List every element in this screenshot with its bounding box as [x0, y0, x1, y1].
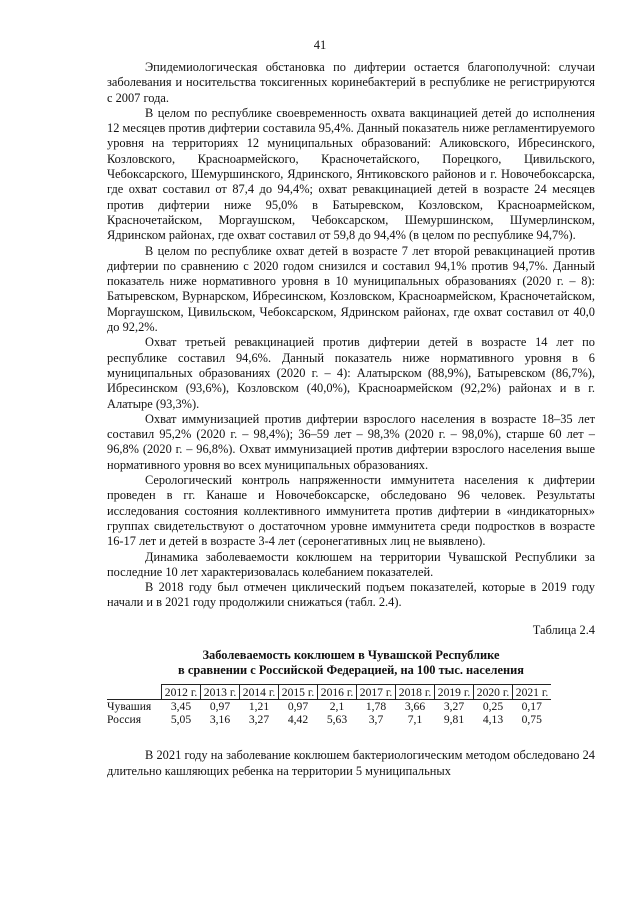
table-cell: 9,81 [443, 713, 465, 727]
table-cell: 0,97 [287, 700, 309, 714]
table-cell: 0,75 [521, 713, 542, 727]
table-cell: 5,05 [170, 713, 192, 727]
year-header: 2018 г. [396, 685, 435, 700]
table-cell: 3,27 [248, 713, 270, 727]
table-cell: 3,66 [404, 700, 426, 714]
year-header: 2019 г. [435, 685, 474, 700]
year-header: 2012 г. [162, 685, 201, 700]
year-header: 2017 г. [357, 685, 396, 700]
paragraph-third-revaccination: Охват третьей ревакцинацией против дифтерии детей в возрасте 14 лет по республике составил 94,6%. Данный показатель ниже нормативного уровня в 6 муниципальных образованиях (2020 г. – 4): Алатырском (88,9%), Батыревском (86,7%), Ибресинском (93,6%), Козловском (40,0%), Красноармейском (92,2%) районах и в г. Алатыре (93,3%). [107, 335, 595, 411]
year-header: 2014 г. [240, 685, 279, 700]
table-cell: 4,13 [482, 713, 504, 727]
table-cell: 3,7 [368, 713, 384, 727]
table-row [107, 713, 551, 726]
paragraph-pertussis-2021: В 2021 году на заболевание коклюшем бактериологическим методом обследовано 24 длительно кашляющих ребенка на территории 5 муниципальных [107, 748, 595, 778]
year-header: 2013 г. [201, 685, 240, 700]
table-cell: 4,42 [287, 713, 309, 727]
paragraph-serological-control: Серологический контроль напряженности иммунитета населения к дифтерии проведен в гг. Канаше и Новочебоксарске, обследовано 96 человек. Результаты исследования состояния коллективного иммунитета против дифтерии в «индикаторных» группах свидетельствуют о достаточном уровне иммунитета среди подростков в возрасте 16-17 лет и детей в возрасте 3-4 лет (серонегативных лиц не выявлено). [107, 473, 595, 549]
table-cell: 3,45 [170, 700, 192, 714]
table-caption: Таблица 2.4 [532, 622, 595, 637]
row-label: Чувашия [107, 700, 152, 714]
page-content [107, 60, 595, 779]
table-title-line-2: в сравнении с Российской Федерацией, на 100 тыс. населения [178, 662, 524, 677]
table-cell: 2,1 [329, 700, 345, 714]
table-title [107, 648, 595, 679]
paragraph-pertussis-2018: В 2018 году был отмечен циклический подъем показателей, которые в 2019 году начали и в 2021 году продолжили снижаться (табл. 2.4). [107, 580, 595, 610]
table-header-row [107, 685, 551, 700]
table-cell: 0,25 [482, 700, 504, 714]
paragraph-second-revaccination: В целом по республике охват детей в возрасте 7 лет второй ревакцинацией против дифтерии по сравнению с 2020 годом снизился и составил 94,1% против 94,7%. Данный показатель ниже нормативного уровня в 10 муниципальных образованиях (2020 г. – 8): Батыревском, Вурнарском, Ибресинском, Козловском, Красноармейском, Красночетайском, Моргаушском, Цивильском, Чебоксарском, Ядринском районах, где охват составил от 40,0 до 92,2%. [107, 243, 595, 335]
table-title-line-1: Заболеваемость коклюшем в Чувашской Республике [202, 647, 500, 662]
paragraph-vaccination-coverage: В целом по республике своевременность охвата вакцинацией детей до исполнения 12 месяцев против дифтерии составила 95,4%. Данный показатель ниже регламентируемого уровня на территориях 12 муниципальных образований: Аликовского, Ибресинского, Козловского, Красноармейского, Красночетайского, Порецкого, Цивильского, Чебоксарского, Шемуршинского, Ядринского, Янтиковского районов и г. Новочебоксарска, где охват составил от 87,4 до 94,4%; охват ревакцинацией детей в возрасте 24 месяцев против дифтерии ниже 95,0% в Батыревском, Козловском, Красноармейском, Красночетайском, Моргаушском, Чебоксарском, Шемуршинском, Шумерлинском, Ядринском районах, где охват составил от 59,8 до 94,4% (в целом по республике 94,7%). [107, 105, 595, 243]
table-cell: 1,78 [365, 700, 387, 714]
year-header: 2016 г. [318, 685, 357, 700]
table-cell: 0,97 [209, 700, 231, 714]
table-cell: 5,63 [326, 713, 348, 727]
page-number: 41 [313, 38, 327, 52]
table-cell: 3,27 [443, 700, 465, 714]
table-corner-cell [107, 685, 162, 700]
year-header: 2015 г. [279, 685, 318, 700]
pertussis-incidence-table [107, 684, 551, 726]
year-header: 2021 г. [513, 685, 552, 700]
table-cell: 1,21 [248, 700, 270, 714]
year-header: 2020 г. [474, 685, 513, 700]
paragraph-pertussis-dynamics: Динамика заболеваемости коклюшем на территории Чувашской Республики за последние 10 лет характеризовалась колебанием показателей. [107, 549, 595, 579]
row-label: Россия [107, 713, 142, 727]
table-row [107, 700, 551, 714]
paragraph-adult-immunization: Охват иммунизацией против дифтерии взрослого населения в возрасте 18–35 лет составил 95,2% (2020 г. – 98,4%); 36–59 лет – 98,3% (2020 г. – 98,0%), старше 60 лет – 96,8% (2020 г. – 96,8%). Охват иммунизацией против дифтерии взрослого населения выше нормативного уровня во всех муниципальных образованиях. [107, 411, 595, 472]
paragraph-diphtheria-situation: Эпидемиологическая обстановка по дифтерии остается благополучной: случаи заболевания и носительства токсигенных коринебактерий в республике не регистрируются с 2007 года. [107, 60, 595, 105]
table-cell: 7,1 [407, 713, 423, 727]
table-cell: 0,17 [521, 700, 542, 714]
table-cell: 3,16 [209, 713, 231, 727]
